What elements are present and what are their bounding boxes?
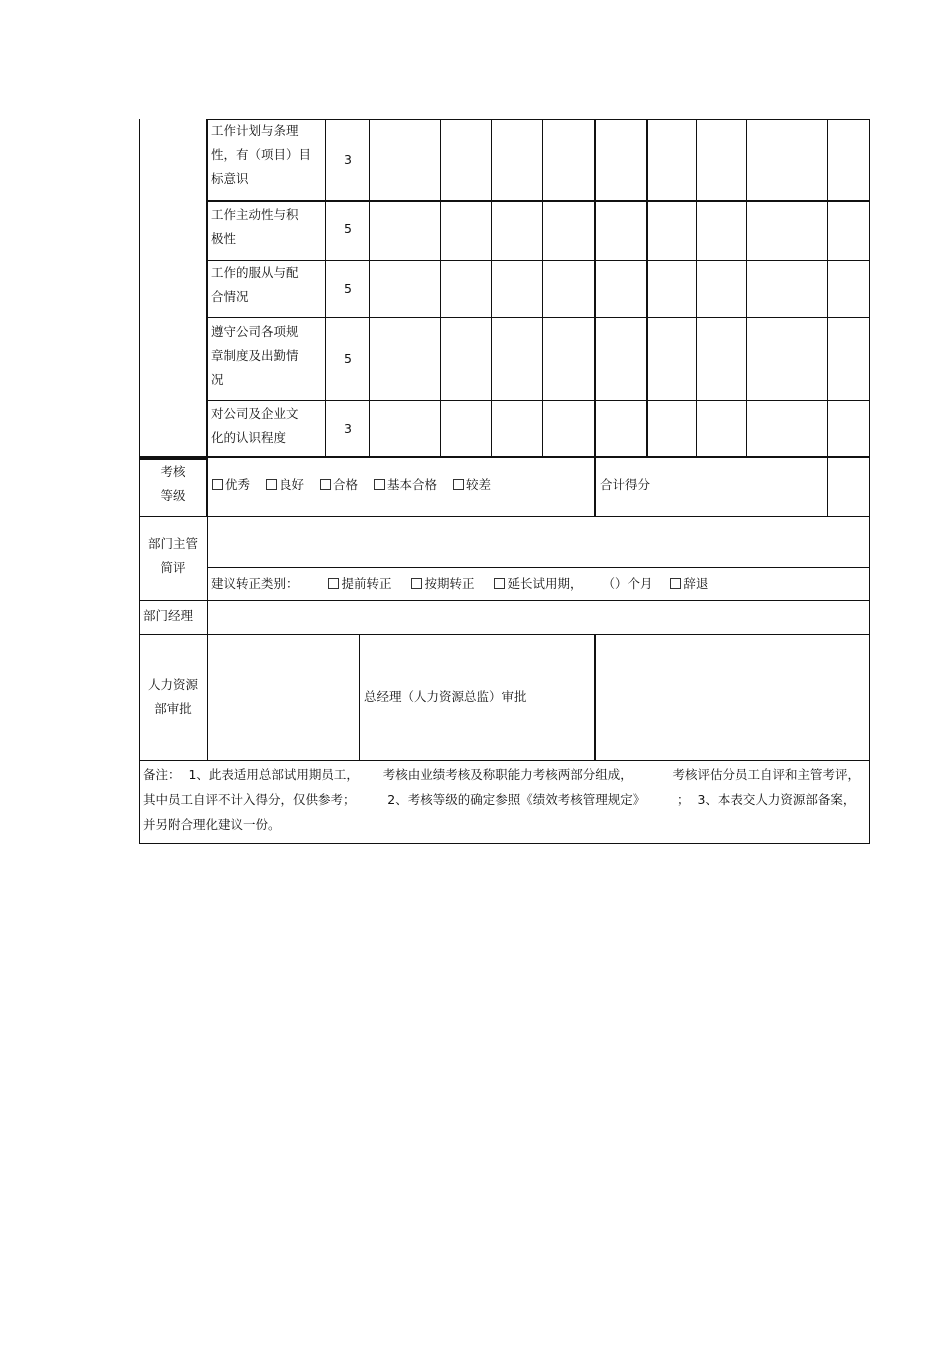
checkbox-icon — [670, 578, 681, 589]
suggest-option[interactable]: 按期转正 — [411, 576, 474, 591]
suggest-category — [211, 572, 708, 596]
item-score: 5 — [344, 221, 352, 236]
checkbox-icon — [453, 479, 464, 490]
checkbox-icon — [320, 479, 331, 490]
item-score: 5 — [344, 281, 352, 296]
dept-manager-label: 部门经理 — [143, 608, 194, 623]
item-score: 3 — [344, 421, 352, 436]
item-label: 遵守公司各项规 章制度及出勤情 况 — [211, 324, 299, 387]
item-score: 3 — [344, 152, 352, 167]
total-score-label: 合计得分 — [600, 477, 651, 492]
grade-option[interactable]: 合格 — [320, 477, 358, 492]
item-label: 工作计划与条理 性，有（项目）目 标意识 — [211, 123, 312, 186]
grade-option[interactable]: 较差 — [453, 477, 491, 492]
grade-option[interactable]: 良好 — [266, 477, 304, 492]
grade-option[interactable]: 优秀 — [212, 477, 250, 492]
checkbox-icon — [328, 578, 339, 589]
checkbox-icon — [212, 479, 223, 490]
checkbox-icon — [374, 479, 385, 490]
suggest-option[interactable]: 提前转正 — [328, 576, 391, 591]
grade-option[interactable]: 基本合格 — [374, 477, 437, 492]
checkbox-icon — [494, 578, 505, 589]
suggest-option[interactable]: 辞退 — [670, 576, 708, 591]
item-label: 工作的服从与配 合情况 — [211, 265, 299, 304]
suggest-label: 建议转正类别： — [211, 576, 299, 591]
note-text: 备注： 1、此表适用总部试用期员工， 考核由业绩考核及称职能力考核两部分组成， 考核评估分员工自评和主管考评， 其中员工自评不计入得分，仅供参考； 2、考核等级的确定参照《绩效考核管理规定》 ； 3、本表交人力资源部备案， 并另附合理化建议一份。 — [143, 767, 860, 832]
checkbox-icon — [266, 479, 277, 490]
supervisor-label: 部门主管 简评 — [147, 536, 198, 575]
gm-approval-label: 总经理（人力资源总监）审批 — [364, 689, 527, 704]
item-label: 对公司及企业文 化的认识程度 — [211, 406, 299, 445]
hr-label: 人力资源 部审批 — [147, 677, 198, 716]
item-label: 工作主动性与积 极性 — [211, 207, 299, 246]
months-text: （）个月 — [602, 576, 653, 591]
item-score: 5 — [344, 351, 352, 366]
checkbox-icon — [411, 578, 422, 589]
grade-label: 考核 等级 — [160, 464, 186, 503]
suggest-option[interactable]: 延长试用期， — [494, 576, 582, 591]
grade-options — [212, 473, 503, 497]
